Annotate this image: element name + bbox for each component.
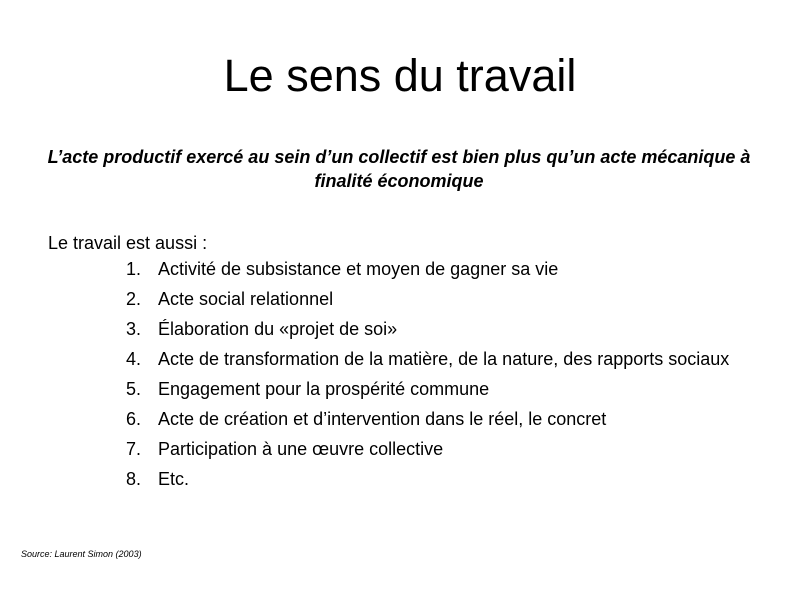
list-item [126, 258, 736, 280]
list-item-text: Participation à une œuvre collective [158, 439, 444, 459]
list-item [126, 318, 736, 340]
list-item [126, 378, 736, 400]
list-item-number: 3. [126, 319, 142, 339]
list-item-text: Acte de transformation de la matière, de la nature, des rapports sociaux [158, 349, 730, 369]
list-item-text: Etc. [158, 469, 190, 489]
slide-title: Le sens du travail [223, 50, 577, 101]
source-citation: Source: Laurent Simon (2003) [21, 549, 142, 559]
list-item-number: 4. [126, 349, 142, 369]
intro-text: Le travail est aussi : [48, 233, 208, 253]
list-item-number: 1. [126, 259, 142, 279]
list-item-text: Acte de création et d’intervention dans le réel, le concret [158, 409, 607, 429]
list-item-text: Élaboration du «projet de soi» [158, 319, 398, 339]
list-item-text: Engagement pour la prospérité commune [158, 379, 490, 399]
list-item-text: Activité de subsistance et moyen de gagner sa vie [158, 259, 559, 279]
list-item-number: 5. [126, 379, 142, 399]
list-item-number: 8. [126, 469, 142, 489]
list-item [126, 288, 736, 310]
list-item [126, 438, 736, 460]
list-item-number: 2. [126, 289, 142, 309]
list-item-text: Acte social relationnel [158, 289, 334, 309]
numbered-list [126, 258, 736, 498]
slide-subtitle: L’acte productif exercé au sein d’un collectif est bien plus qu’un acte mécanique à finalité économique [47, 147, 751, 191]
list-item [126, 468, 736, 490]
list-item [126, 348, 736, 370]
list-item [126, 408, 736, 430]
list-item-number: 6. [126, 409, 142, 429]
list-item-number: 7. [126, 439, 142, 459]
